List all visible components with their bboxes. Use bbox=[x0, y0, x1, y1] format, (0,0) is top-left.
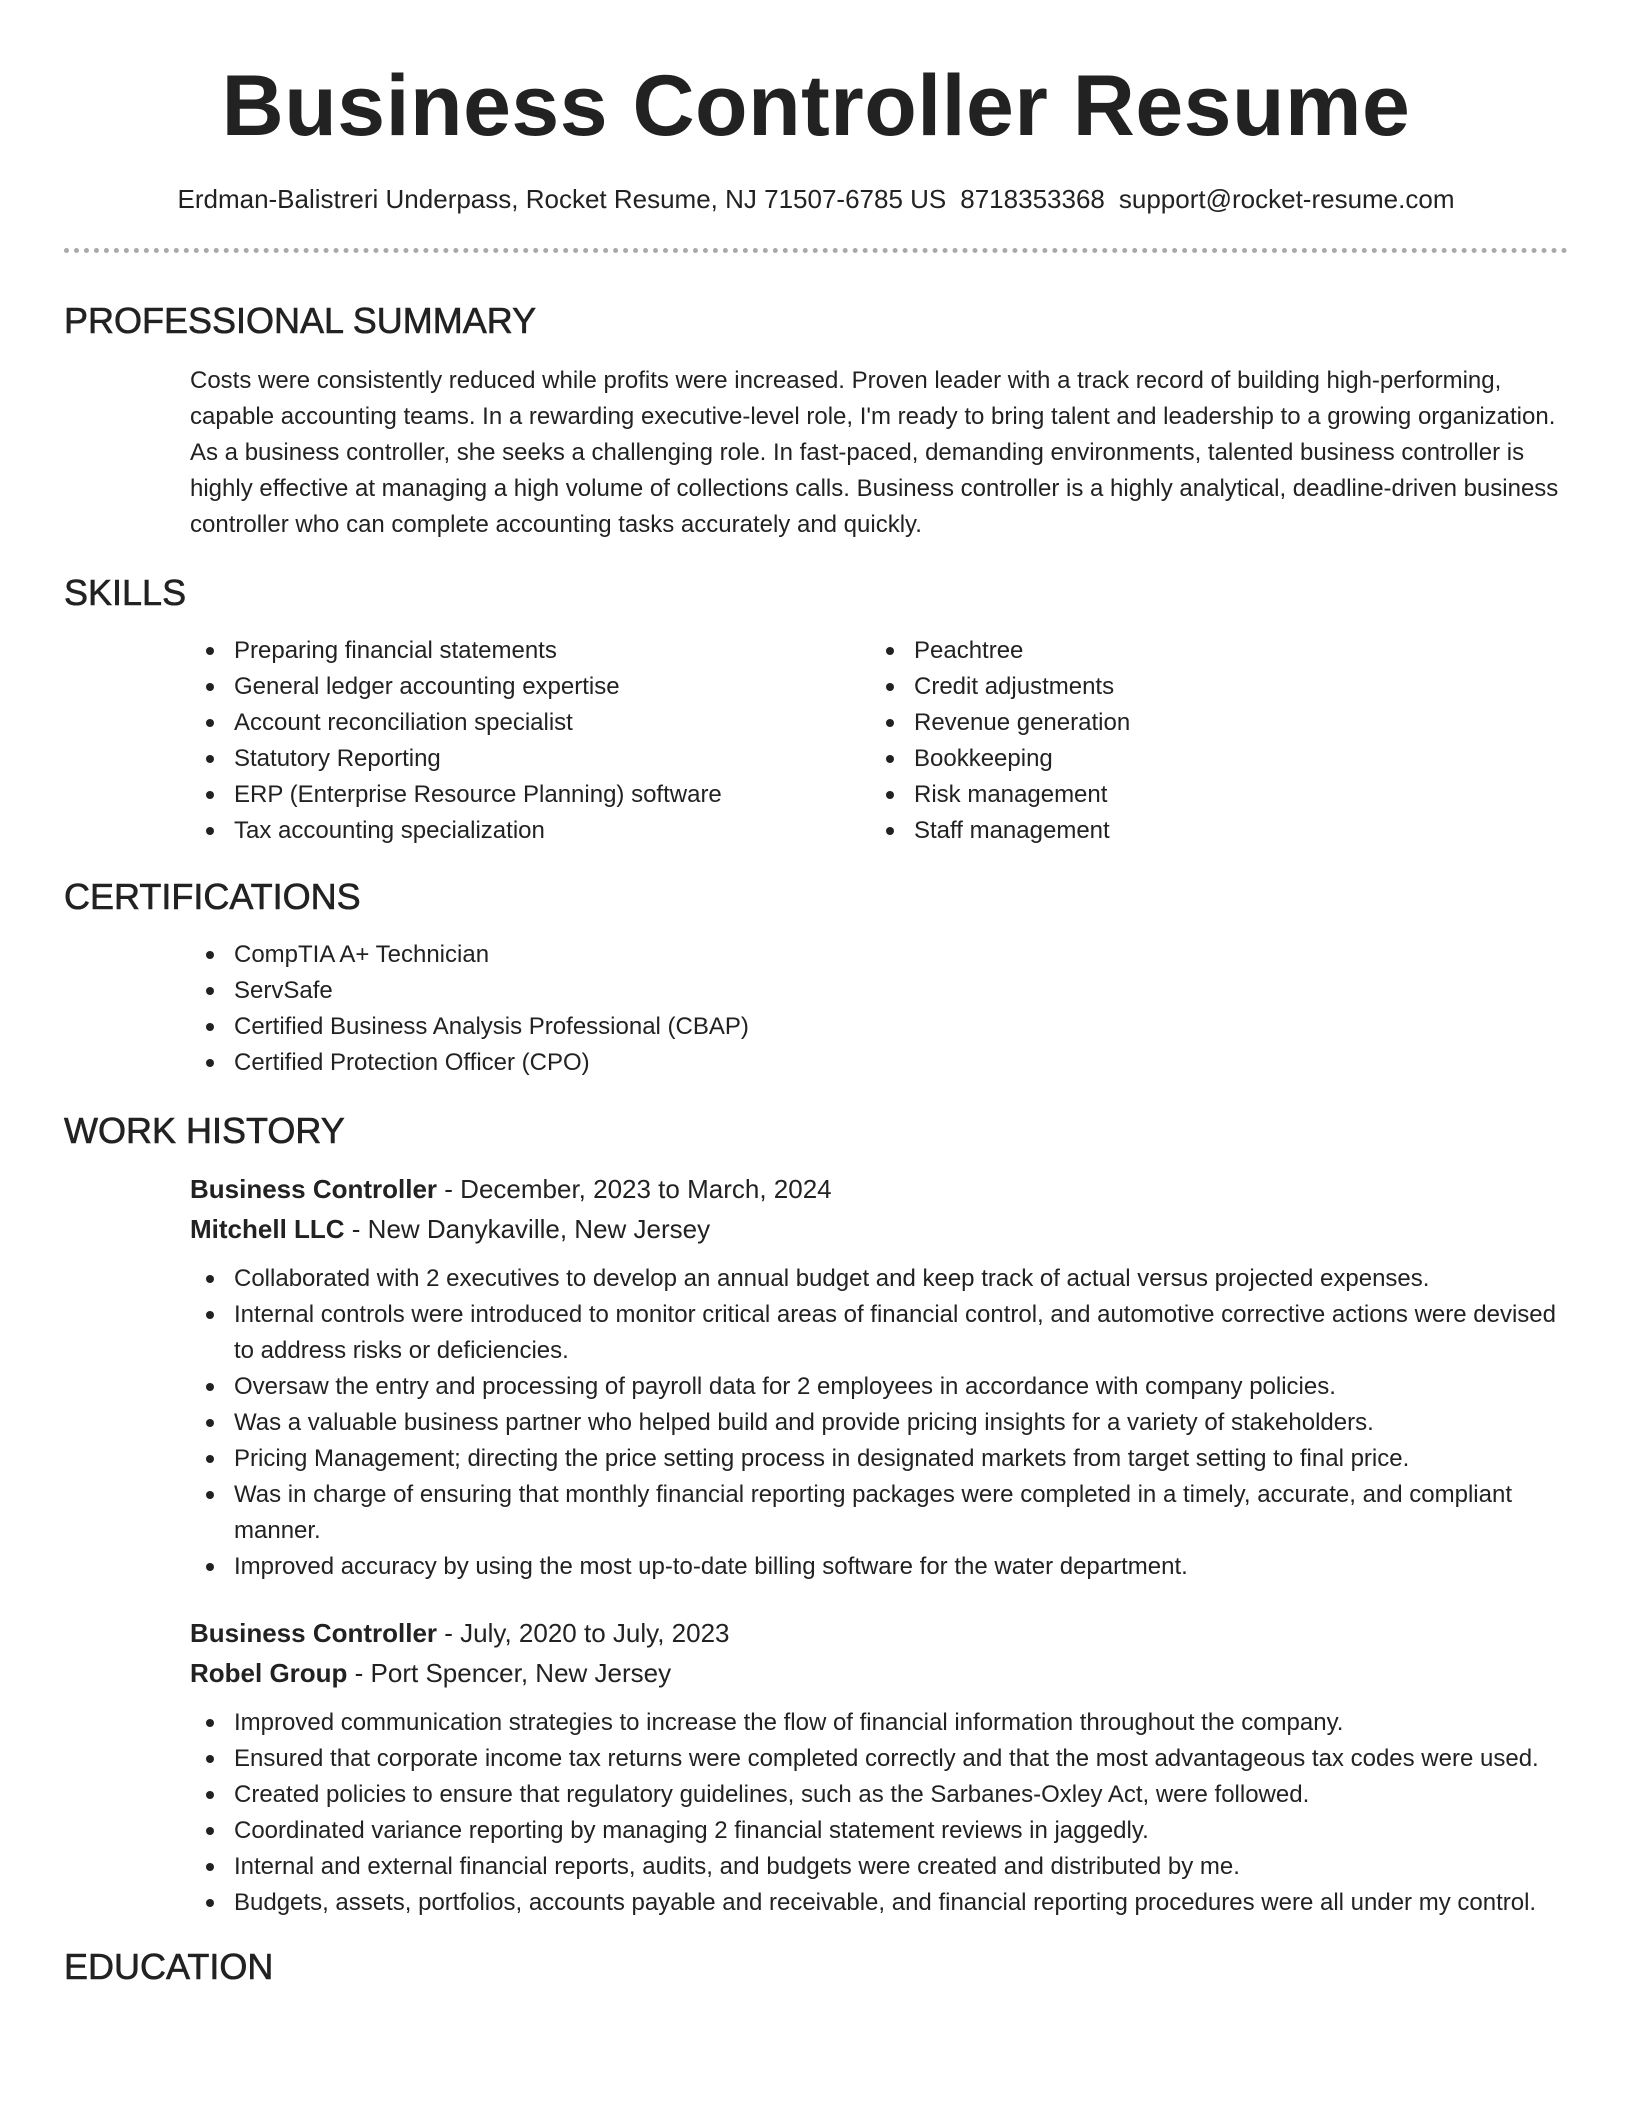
list-item: Coordinated variance reporting by managing 2 financial statement reviews in jaggedly. bbox=[190, 1813, 1568, 1849]
list-item: ServSafe bbox=[190, 973, 1568, 1009]
skills-column-right bbox=[870, 633, 1130, 849]
list-item: Oversaw the entry and processing of payroll data for 2 employees in accordance with company policies. bbox=[190, 1369, 1568, 1405]
list-item: Pricing Management; directing the price setting process in designated markets from target setting to final price. bbox=[190, 1441, 1568, 1477]
job-title: Business Controller bbox=[190, 1618, 438, 1648]
list-item: Statutory Reporting bbox=[190, 741, 870, 777]
header-divider bbox=[64, 248, 1568, 253]
summary-text: Costs were consistently reduced while profits were increased. Proven leader with a track record of building high-performing, capable accounting teams. In a rewarding executive-level role, I'm ready to bring talent and leadership to a growing organization. As a business controller, she seeks a challenging role. In fast-paced, demanding environments, talented business controller is highly effective at managing a high volume of collections calls. Business controller is a highly analytical, deadline-driven business controller who can complete accounting tasks accurately and quickly. bbox=[190, 367, 1559, 538]
certifications-heading: CERTIFICATIONS bbox=[64, 876, 361, 917]
job-location: - Port Spencer, New Jersey bbox=[347, 1658, 672, 1688]
job-title-line bbox=[190, 1169, 1568, 1209]
job-company: Mitchell LLC bbox=[190, 1214, 345, 1244]
list-item: Improved communication strategies to increase the flow of financial information throughout the company. bbox=[190, 1705, 1568, 1741]
contact-email[interactable]: support@rocket-resume.com bbox=[1118, 184, 1455, 214]
contact-address: Erdman-Balistreri Underpass, Rocket Resume, NJ 71507-6785 US bbox=[177, 184, 947, 214]
skills-column-left bbox=[190, 633, 870, 849]
job-location: - New Danykaville, New Jersey bbox=[344, 1214, 711, 1244]
list-item: Improved accuracy by using the most up-to-date billing software for the water department. bbox=[190, 1549, 1568, 1585]
skills-heading: SKILLS bbox=[64, 572, 187, 613]
list-item: Tax accounting specialization bbox=[190, 813, 870, 849]
certifications-list bbox=[190, 937, 1568, 1081]
job-entry bbox=[64, 1169, 1568, 1585]
education-heading: EDUCATION bbox=[64, 1946, 274, 1987]
job-title-line bbox=[190, 1613, 1568, 1653]
contact-line bbox=[64, 182, 1568, 216]
summary-heading: PROFESSIONAL SUMMARY bbox=[64, 300, 537, 341]
list-item: Bookkeeping bbox=[870, 741, 1130, 777]
list-item: CompTIA A+ Technician bbox=[190, 937, 1568, 973]
job-dates: - July, 2020 to July, 2023 bbox=[437, 1618, 730, 1648]
skills-list bbox=[190, 633, 1568, 849]
resume-title: Business Controller Resume bbox=[221, 58, 1411, 154]
contact-phone: 8718353368 bbox=[960, 184, 1105, 214]
list-item: Credit adjustments bbox=[870, 669, 1130, 705]
job-bullets bbox=[190, 1261, 1568, 1585]
list-item: Internal controls were introduced to monitor critical areas of financial control, and automotive corrective actions were devised to address risks or deficiencies. bbox=[190, 1297, 1568, 1369]
job-company-line bbox=[190, 1209, 1568, 1249]
list-item: General ledger accounting expertise bbox=[190, 669, 870, 705]
job-dates: - December, 2023 to March, 2024 bbox=[437, 1174, 832, 1204]
list-item: Was in charge of ensuring that monthly financial reporting packages were completed in a timely, accurate, and compliant manner. bbox=[190, 1477, 1568, 1549]
list-item: Preparing financial statements bbox=[190, 633, 870, 669]
list-item: Ensured that corporate income tax returns were completed correctly and that the most advantageous tax codes were used. bbox=[190, 1741, 1568, 1777]
job-entry bbox=[64, 1613, 1568, 1921]
list-item: Internal and external financial reports, audits, and budgets were created and distributed by me. bbox=[190, 1849, 1568, 1885]
job-title: Business Controller bbox=[190, 1174, 438, 1204]
list-item: Revenue generation bbox=[870, 705, 1130, 741]
list-item: Certified Business Analysis Professional (CBAP) bbox=[190, 1009, 1568, 1045]
job-company-line bbox=[190, 1653, 1568, 1693]
work-history-heading: WORK HISTORY bbox=[64, 1110, 345, 1151]
list-item: Certified Protection Officer (CPO) bbox=[190, 1045, 1568, 1081]
list-item: Collaborated with 2 executives to develop an annual budget and keep track of actual versus projected expenses. bbox=[190, 1261, 1568, 1297]
list-item: Was a valuable business partner who helped build and provide pricing insights for a variety of stakeholders. bbox=[190, 1405, 1568, 1441]
list-item: Peachtree bbox=[870, 633, 1130, 669]
list-item: ERP (Enterprise Resource Planning) software bbox=[190, 777, 870, 813]
list-item: Staff management bbox=[870, 813, 1130, 849]
list-item: Created policies to ensure that regulatory guidelines, such as the Sarbanes-Oxley Act, were followed. bbox=[190, 1777, 1568, 1813]
list-item: Risk management bbox=[870, 777, 1130, 813]
list-item: Account reconciliation specialist bbox=[190, 705, 870, 741]
list-item: Budgets, assets, portfolios, accounts payable and receivable, and financial reporting procedures were all under my control. bbox=[190, 1885, 1568, 1921]
job-company: Robel Group bbox=[190, 1658, 348, 1688]
job-bullets bbox=[190, 1705, 1568, 1921]
